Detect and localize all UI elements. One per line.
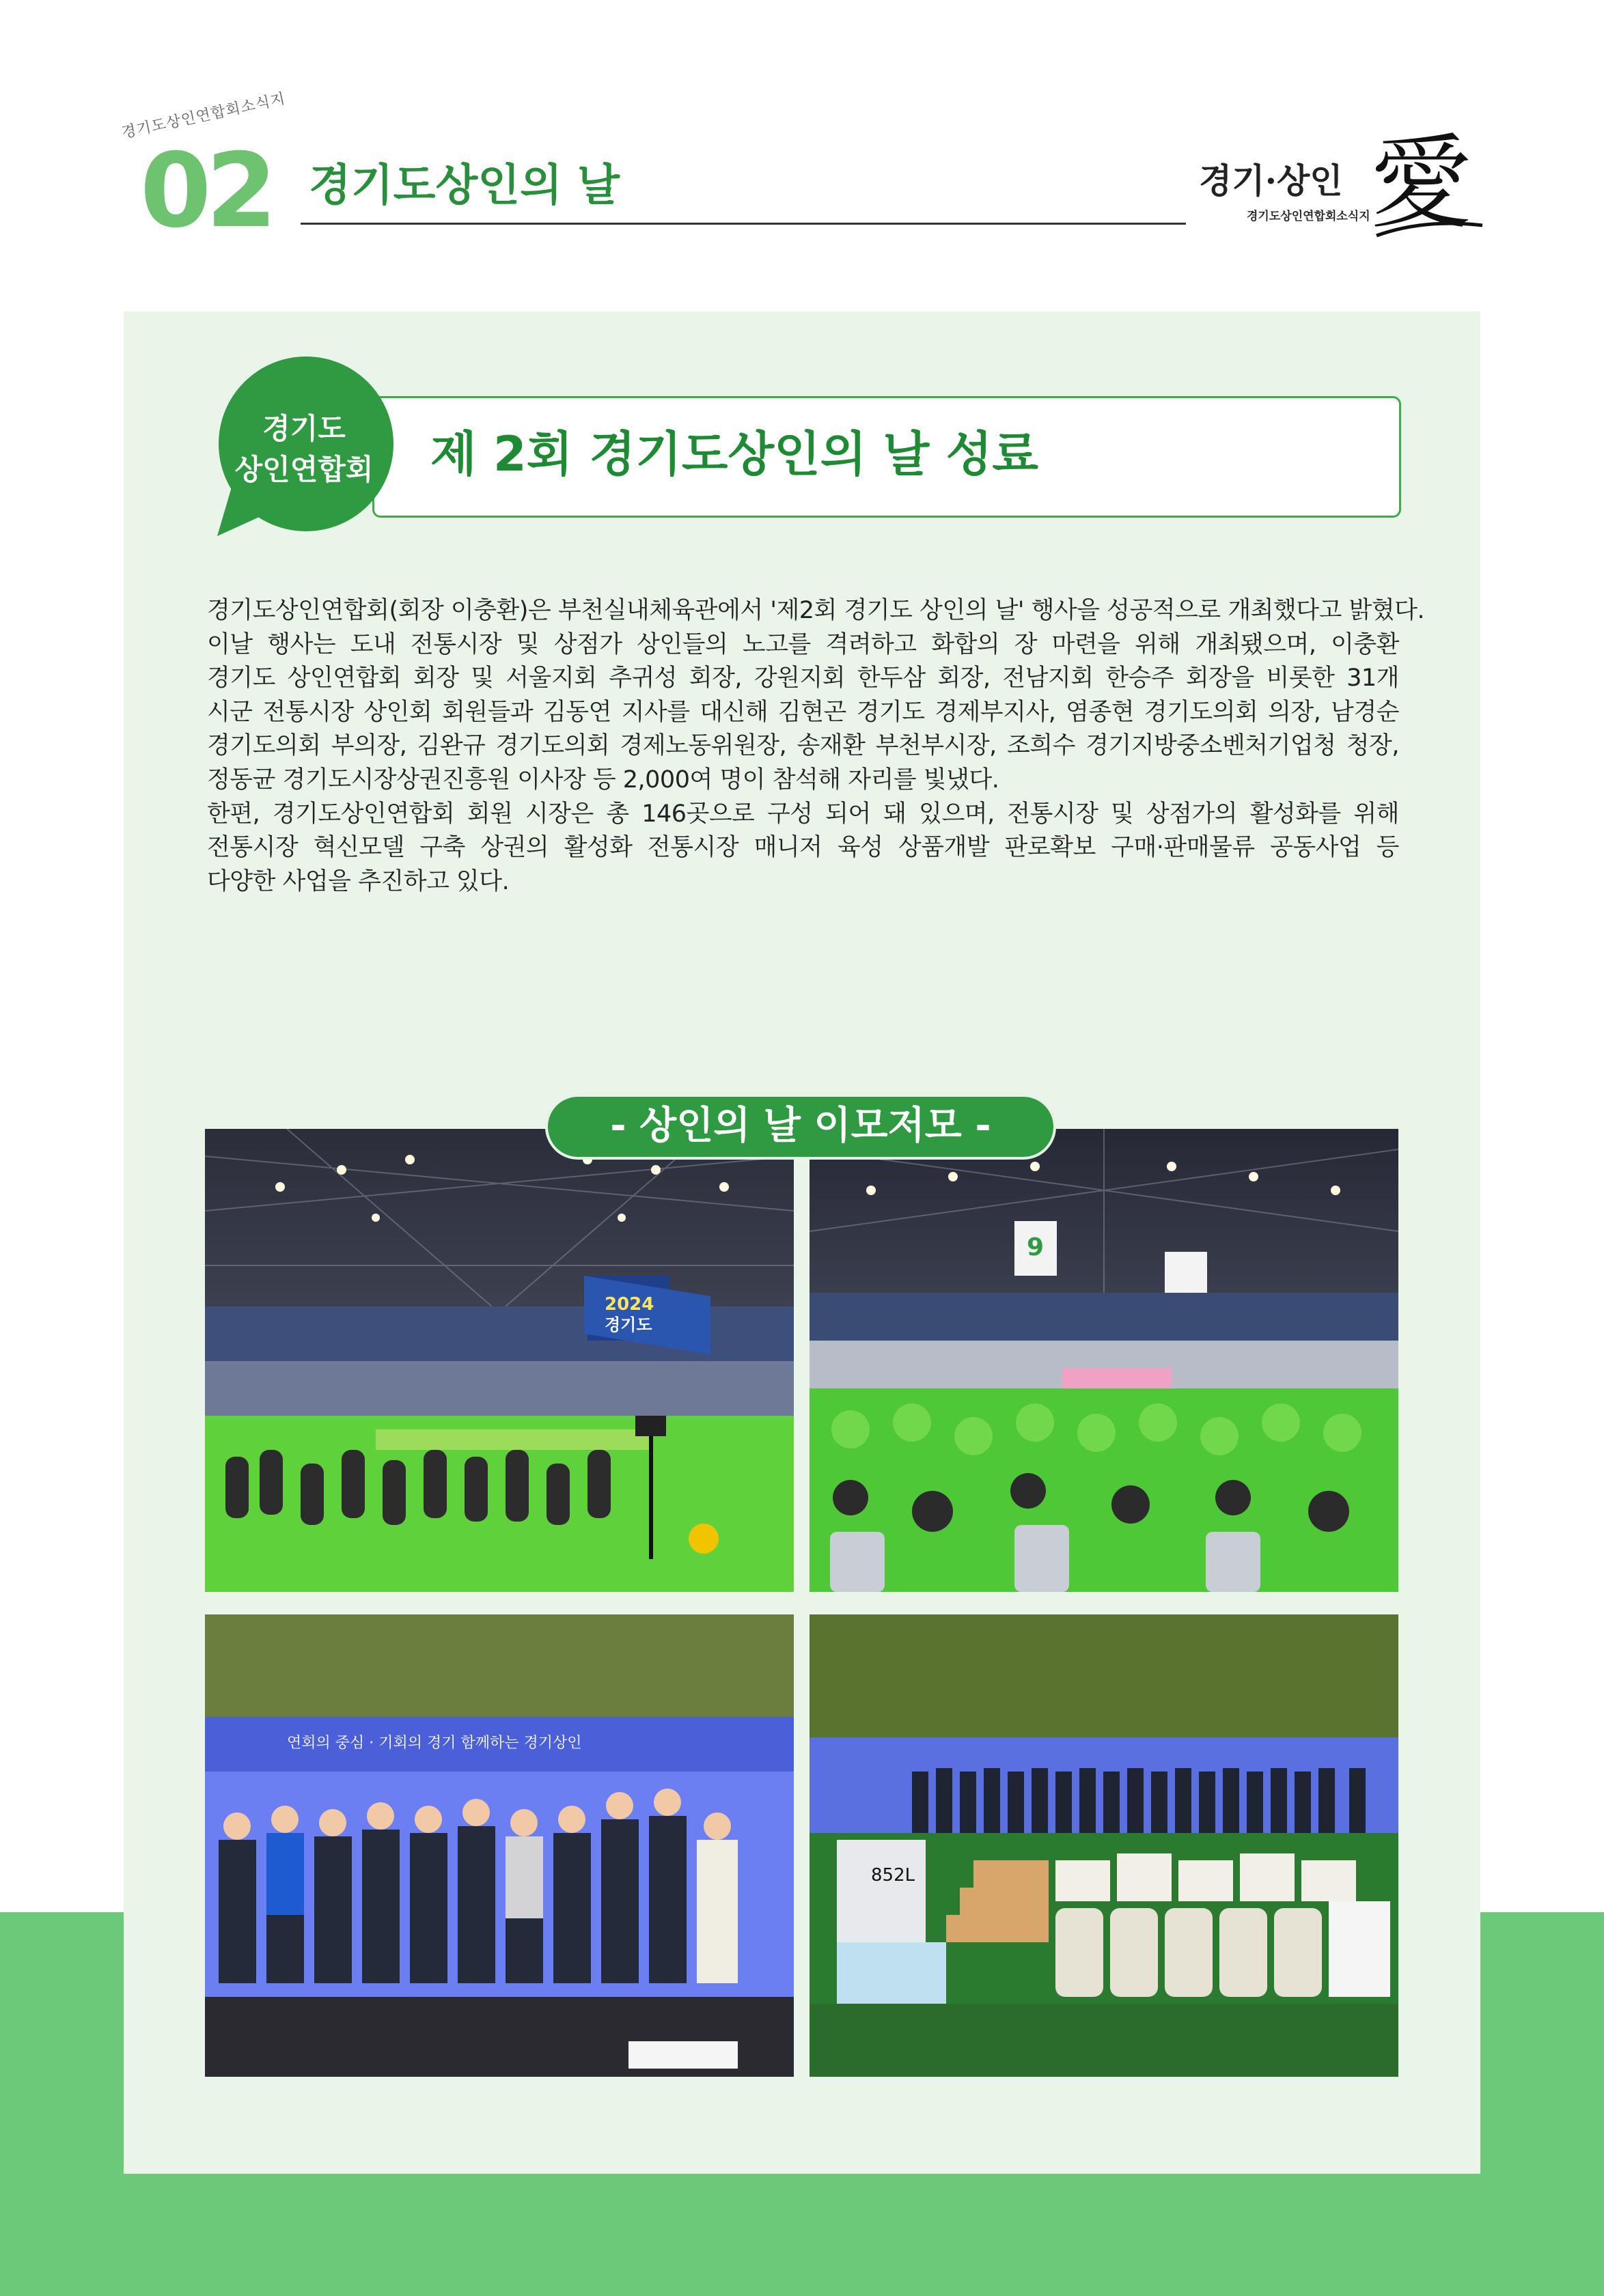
article-title: 제 2회 경기도상인의 날 성료	[430, 426, 1039, 482]
photo-crowd	[810, 1129, 1398, 1592]
body-line: 한편, 경기도상인연합회 회원 시장은 총 146곳으로 구성 되어 돼 있으며, 전통시장 및 상점가의 활성화를 위해	[207, 800, 1399, 828]
brand-name: 경기·상인	[1199, 160, 1343, 201]
photo-stage-dignitaries	[205, 1614, 794, 2077]
body-line: 다양한 사업을 추진하고 있다.	[207, 867, 510, 895]
svg-text:연회의 중심 · 기회의 경기 함께하는 경기상인: 연회의 중심 · 기회의 경기 함께하는 경기상인	[287, 1735, 582, 1752]
brand-subtitle: 경기도상인연합회소식지	[1247, 210, 1370, 223]
body-line: 전통시장 혁신모델 구축 상권의 활성화 전통시장 매니저 육성 상품개발 판로확보 구매·판매물류 공동사업 등	[207, 834, 1399, 862]
gallery-label: - 상인의 날 이모저모 -	[545, 1094, 1056, 1160]
body-line: 시군 전통시장 상인회 회원들과 김동연 지사를 대신해 김현곤 경기도 경제부지사, 염종현 경기도의회 의장, 남경순	[207, 698, 1399, 726]
svg-text:2024: 2024	[605, 1294, 654, 1315]
body-line: 경기도 상인연합회 회장 및 서울지회 추귀성 회장, 강원지회 한두삼 회장, 전남지회 한승주 회장을 비롯한 31개	[207, 664, 1399, 692]
section-title: 경기도상인의 날	[309, 160, 620, 211]
svg-text:852L: 852L	[871, 1865, 915, 1886]
svg-text:경기도: 경기도	[605, 1315, 652, 1334]
badge-line-2: 상인연합회	[234, 453, 374, 486]
brand-calligraphy-logo	[1363, 116, 1486, 253]
svg-text:愛: 愛	[1370, 124, 1473, 243]
body-line: 경기도의회 부의장, 김완규 경기도의회 경제노동위원장, 송재환 부천부시장, 조희수 경기지방중소벤처기업청 청장,	[207, 732, 1399, 760]
body-line: 경기도상인연합회(회장 이충환)은 부천실내체육관에서 '제2회 경기도 상인의 날' 행사을 성공적으로 개최했다고 밝혔다.	[207, 597, 1425, 624]
body-line: 이날 행사는 도내 전통시장 및 상점가 상인들의 노고를 격려하고 화합의 장 마련을 위해 개최됐으며, 이충환	[207, 630, 1399, 658]
photo-stage-prizes	[810, 1614, 1398, 2077]
svg-text:9: 9	[1027, 1233, 1045, 1261]
badge-line-1: 경기도	[262, 412, 346, 445]
article-body	[207, 594, 1425, 899]
photo-arena-audience	[205, 1129, 794, 1592]
magazine-label: 경기도상인연합회소식지	[120, 90, 288, 142]
header-divider	[301, 223, 1186, 225]
body-line: 정동균 경기도시장상권진흥원 이사장 등 2,000여 명이 참석해 자리를 빛냈다.	[207, 766, 999, 794]
section-number: 02	[140, 132, 272, 251]
